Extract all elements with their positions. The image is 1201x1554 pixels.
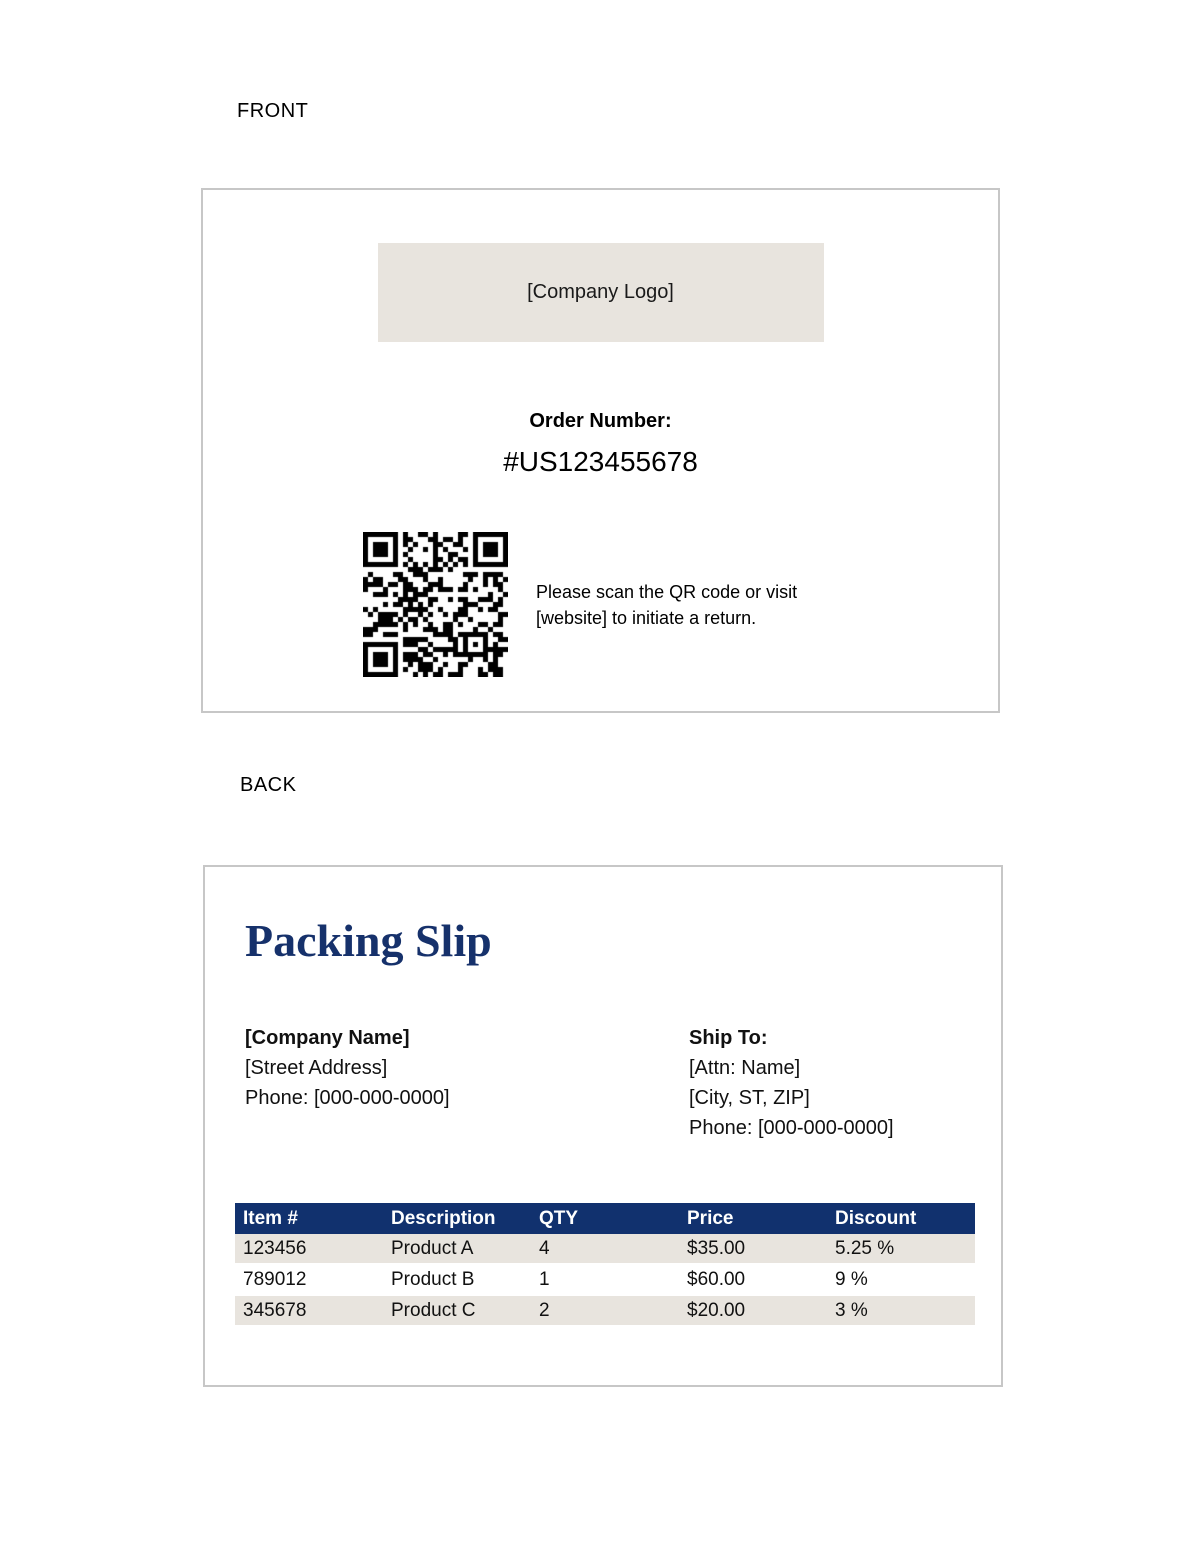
company-logo-placeholder bbox=[378, 243, 824, 342]
company-phone: Phone: [000-000-0000] bbox=[245, 1087, 450, 1109]
cell-description: Product B bbox=[383, 1265, 531, 1296]
qr-section bbox=[363, 532, 797, 677]
cell-discount: 5.25 % bbox=[827, 1234, 975, 1265]
ship-to-attn: [Attn: Name] bbox=[689, 1057, 801, 1079]
cell-qty: 4 bbox=[531, 1234, 679, 1265]
header-cell-discount: Discount bbox=[827, 1203, 975, 1234]
header-cell-item: Item # bbox=[235, 1203, 383, 1234]
cell-price: $35.00 bbox=[679, 1234, 827, 1265]
company-street: [Street Address] bbox=[245, 1057, 388, 1079]
qr-caption-line2: [website] to initiate a return. bbox=[536, 607, 757, 628]
company-logo-text: [Company Logo] bbox=[527, 281, 674, 303]
back-side-label: BACK bbox=[240, 774, 297, 796]
ship-to-block bbox=[689, 1023, 894, 1143]
cell-discount: 3 % bbox=[827, 1296, 975, 1327]
ship-to-phone: Phone: [000-000-0000] bbox=[689, 1117, 894, 1139]
cell-price: $60.00 bbox=[679, 1265, 827, 1296]
items-table bbox=[235, 1203, 975, 1327]
cell-price: $20.00 bbox=[679, 1296, 827, 1327]
cell-qty: 2 bbox=[531, 1296, 679, 1327]
qr-code-icon bbox=[363, 532, 508, 677]
table-row bbox=[235, 1265, 975, 1296]
cell-description: Product C bbox=[383, 1296, 531, 1327]
order-number-label: Order Number: bbox=[529, 410, 672, 432]
cell-item-number: 789012 bbox=[235, 1265, 383, 1296]
table-row bbox=[235, 1296, 975, 1327]
cell-item-number: 345678 bbox=[235, 1296, 383, 1327]
cell-qty: 1 bbox=[531, 1265, 679, 1296]
ship-to-heading: Ship To: bbox=[689, 1027, 768, 1049]
qr-caption bbox=[536, 579, 797, 631]
header-cell-price: Price bbox=[679, 1203, 827, 1234]
table-header-row bbox=[235, 1203, 975, 1234]
front-side-label: FRONT bbox=[237, 100, 309, 122]
cell-discount: 9 % bbox=[827, 1265, 975, 1296]
cell-description: Product A bbox=[383, 1234, 531, 1265]
packing-slip-title: Packing Slip bbox=[245, 915, 492, 966]
cell-item-number: 123456 bbox=[235, 1234, 383, 1265]
company-info-block bbox=[245, 1023, 689, 1143]
order-number-value: #US123455678 bbox=[503, 446, 698, 477]
header-cell-description: Description bbox=[383, 1203, 531, 1234]
qr-caption-line1: Please scan the QR code or visit bbox=[536, 581, 798, 602]
front-card bbox=[201, 188, 1000, 713]
table-row bbox=[235, 1234, 975, 1265]
ship-to-city-st-zip: [City, ST, ZIP] bbox=[689, 1087, 810, 1109]
company-name: [Company Name] bbox=[245, 1027, 410, 1049]
header-cell-qty: QTY bbox=[531, 1203, 679, 1234]
back-card bbox=[203, 865, 1003, 1387]
address-section bbox=[245, 1023, 894, 1143]
